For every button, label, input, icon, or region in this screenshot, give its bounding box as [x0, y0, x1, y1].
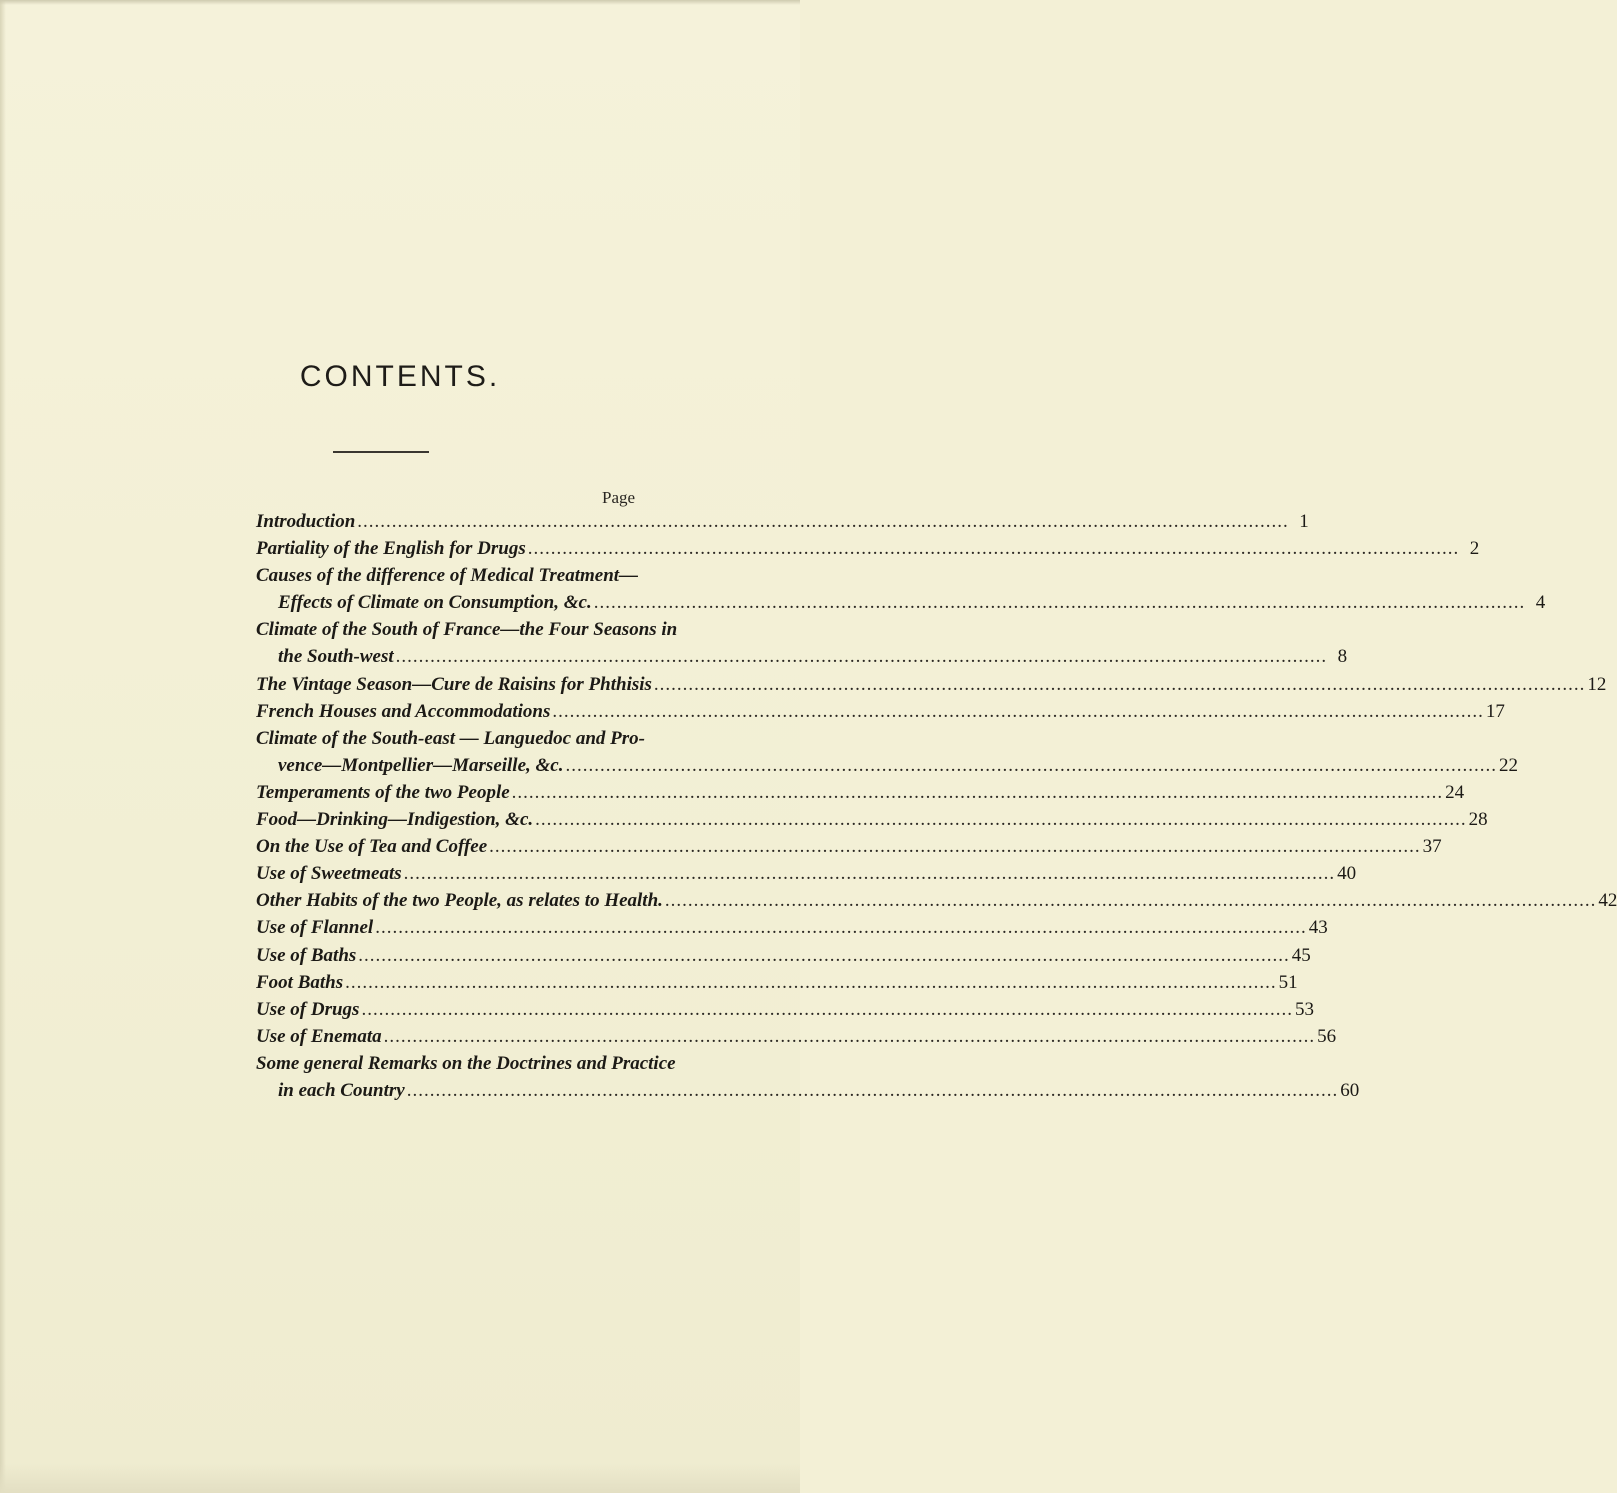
toc-entry-title: Use of Baths	[256, 944, 357, 966]
toc-page-number: 4	[1535, 592, 1546, 614]
dot-leader	[565, 752, 1497, 779]
toc-entry-title: Partiality of the English for Drugs	[256, 538, 526, 560]
toc-entry	[256, 942, 1311, 969]
toc-entry	[256, 833, 1442, 860]
toc-entry-line	[256, 887, 1617, 914]
dot-leader	[357, 508, 1289, 535]
dot-leader	[489, 833, 1421, 860]
toc-entry-line	[256, 643, 1348, 670]
toc-entry-line	[256, 914, 1328, 941]
toc-entry-title: The Vintage Season—Cure de Raisins for Phthisis	[256, 673, 652, 695]
toc-entry-line	[256, 671, 1607, 698]
toc-page-number: 43	[1308, 917, 1328, 939]
toc-entry	[256, 562, 1546, 616]
dot-leader	[384, 1023, 1316, 1050]
dot-leader	[404, 860, 1336, 887]
toc-entry-title: Food—Drinking—Indigestion, &c.	[256, 809, 534, 831]
dot-leader	[654, 671, 1586, 698]
page-edge-shadow-bottom	[0, 1463, 800, 1493]
toc-entry	[256, 698, 1505, 725]
toc-entry-line	[256, 942, 1311, 969]
toc-entry-title: Temperaments of the two People	[256, 781, 510, 803]
toc-entry-title: French Houses and Accommodations	[256, 700, 551, 722]
toc-entry-line	[256, 616, 678, 643]
toc-page-number: 12	[1587, 673, 1607, 695]
page-column-label: Page	[602, 488, 636, 507]
dot-leader	[594, 589, 1526, 616]
toc-entry-title: Use of Flannel	[256, 917, 374, 939]
toc-entry	[256, 1050, 1360, 1104]
toc-entry	[256, 779, 1465, 806]
toc-entry-line	[256, 860, 1357, 887]
table-of-contents	[256, 508, 1617, 1104]
toc-page-number: 40	[1337, 863, 1357, 885]
toc-entry-line	[256, 969, 1298, 996]
toc-entry-line	[256, 833, 1442, 860]
toc-entry-title: Effects of Climate on Consumption, &c.	[278, 592, 592, 614]
dot-leader	[361, 996, 1293, 1023]
toc-page-number: 45	[1291, 944, 1311, 966]
toc-entry	[256, 616, 1348, 670]
dot-leader	[552, 698, 1484, 725]
toc-entry-line	[256, 508, 1309, 535]
toc-page-number: 42	[1598, 890, 1617, 912]
toc-entry-title: On the Use of Tea and Coffee	[256, 836, 488, 858]
dot-leader	[345, 969, 1277, 996]
toc-entry-line	[256, 698, 1505, 725]
toc-entry-line	[256, 1023, 1337, 1050]
toc-entry-title: vence—Montpellier—Marseille, &c.	[278, 754, 564, 776]
toc-page-number: 2	[1469, 538, 1480, 560]
toc-entry-title: Causes of the difference of Medical Treatment—	[256, 565, 639, 587]
toc-entry	[256, 508, 1309, 535]
toc-entry-line	[256, 996, 1314, 1023]
toc-entry-line	[256, 1050, 676, 1077]
toc-page-number: 22	[1498, 754, 1518, 776]
toc-entry-title: in each Country	[278, 1079, 405, 1101]
dot-leader	[358, 942, 1290, 969]
toc-page-number: 37	[1422, 836, 1442, 858]
dot-leader	[375, 914, 1307, 941]
dot-leader	[665, 887, 1597, 914]
toc-entry	[256, 535, 1480, 562]
toc-entry	[256, 887, 1617, 914]
toc-entry-line	[256, 806, 1488, 833]
toc-page-number: 24	[1445, 781, 1465, 803]
toc-entry-line	[256, 752, 1518, 779]
toc-page-number: 53	[1294, 998, 1314, 1020]
toc-page-number: 17	[1485, 700, 1505, 722]
toc-entry	[256, 969, 1298, 996]
toc-entry-title: Some general Remarks on the Doctrines and Practice	[256, 1052, 676, 1074]
dot-leader	[396, 643, 1328, 670]
toc-entry-title: Climate of the South-east — Languedoc and Pro-	[256, 727, 645, 749]
toc-entry-line	[256, 562, 639, 589]
toc-entry-title: Use of Enemata	[256, 1025, 382, 1047]
toc-entry	[256, 914, 1328, 941]
toc-entry	[256, 1023, 1337, 1050]
toc-page-number: 1	[1299, 511, 1309, 532]
dot-leader	[535, 806, 1467, 833]
toc-entry	[256, 806, 1488, 833]
toc-entry-title: Other Habits of the two People, as relates to Health.	[256, 890, 663, 912]
toc-page-number: 60	[1340, 1079, 1360, 1101]
toc-entry	[256, 671, 1607, 698]
page-edge-shadow-top	[0, 0, 800, 5]
toc-entry-line	[256, 535, 1480, 562]
toc-entry-title: Introduction	[256, 511, 356, 532]
heading-divider	[333, 451, 429, 453]
toc-entry-title: Foot Baths	[256, 971, 344, 993]
dot-leader	[528, 535, 1460, 562]
toc-entry	[256, 996, 1314, 1023]
toc-page-number: 51	[1278, 971, 1298, 993]
toc-page-number: 56	[1317, 1025, 1337, 1047]
toc-entry-title: Use of Drugs	[256, 998, 360, 1020]
toc-entry-title: Climate of the South of France—the Four Seasons in	[256, 619, 678, 641]
page-edge-shadow-left	[0, 0, 6, 1493]
toc-entry-line	[256, 1077, 1360, 1104]
toc-entry-line	[256, 589, 1546, 616]
toc-entry-title: Use of Sweetmeats	[256, 863, 402, 885]
toc-entry-line	[256, 725, 645, 752]
toc-entry	[256, 725, 1518, 779]
toc-entry-title: the South-west	[278, 646, 394, 668]
dot-leader	[407, 1077, 1339, 1104]
toc-entry	[256, 860, 1357, 887]
toc-entry-line	[256, 779, 1465, 806]
dot-leader	[512, 779, 1444, 806]
toc-page-number: 28	[1468, 809, 1488, 831]
contents-heading: CONTENTS.	[299, 360, 501, 393]
toc-page-number: 8	[1337, 646, 1348, 668]
